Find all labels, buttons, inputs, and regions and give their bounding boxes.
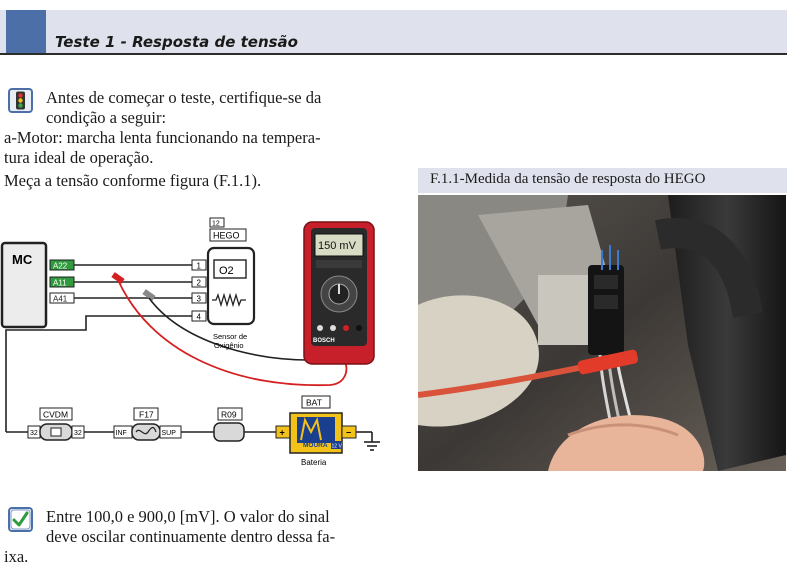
battery-plus: + — [279, 427, 285, 438]
sensor-symbol: O2 — [219, 265, 234, 277]
intro-line-2: condição a seguir: — [46, 108, 167, 127]
cvdm-pin-left: 32 — [30, 430, 38, 437]
ecu-label: MC — [12, 252, 33, 267]
ecu-pin-a22 — [50, 260, 74, 271]
result-line-3: ixa. — [4, 547, 29, 566]
battery-voltage: 12 V — [331, 443, 342, 450]
battery-minus: − — [346, 427, 352, 438]
result-line-2: deve oscilar continuamente dentro dessa fa- — [46, 527, 336, 546]
sensor-pin-label: 3 — [196, 294, 201, 304]
battery-brand: MOURA — [303, 442, 328, 449]
sensor-caption-2: Oxigênio — [214, 341, 244, 350]
check-icon — [8, 507, 33, 532]
intro-line-4: tura ideal de operação. — [4, 148, 154, 167]
intro-line-3: a-Motor: marcha lenta funcionando na tempera- — [4, 128, 321, 147]
fuse-pin-right: SUP — [161, 430, 176, 437]
ecu-pin-a41 — [50, 293, 74, 304]
engine-connector-photo — [418, 195, 786, 471]
multimeter — [304, 222, 374, 364]
relay-body — [214, 423, 244, 441]
result-line-1: Entre 100,0 e 900,0 [mV]. O valor do sinal — [46, 507, 330, 526]
sensor-tag: HEGO — [213, 230, 240, 241]
page-title: Teste 1 - Resposta de tensão — [55, 33, 298, 51]
header-rule — [0, 53, 787, 55]
relay-label: R09 — [221, 409, 237, 420]
pin-label: A11 — [53, 278, 67, 288]
pin-label: A22 — [53, 261, 68, 271]
ecu-pin-a11 — [50, 277, 74, 288]
pin-label: A41 — [53, 294, 68, 304]
battery-label: BAT — [306, 397, 322, 408]
cvdm-label: CVDM — [43, 409, 69, 420]
sensor-pin-label: 1 — [196, 261, 201, 271]
sensor-pin-label: 4 — [196, 312, 201, 322]
battery-caption: Bateria — [301, 458, 327, 467]
header-accent-square — [6, 10, 46, 53]
photo-caption: F.1.1-Medida da tensão de resposta do HEGO — [430, 171, 706, 187]
cvdm-pin-right: 32 — [74, 430, 82, 437]
sensor-code: 12 — [212, 220, 220, 228]
fuse-pin-left: INF — [115, 430, 127, 437]
intro-line-1: Antes de começar o teste, certifique-se da — [46, 88, 322, 107]
wiring-diagram — [0, 210, 395, 478]
sensor-pins — [192, 260, 206, 322]
traffic-light-icon — [8, 88, 33, 113]
meter-brand: BOSCH — [313, 338, 335, 344]
sensor-pin-label: 2 — [196, 278, 201, 288]
fuse-label: F17 — [139, 409, 154, 420]
meter-display: 150 mV — [318, 240, 356, 252]
ground-icon — [364, 442, 380, 450]
sensor-caption-1: Sensor de — [213, 332, 248, 341]
intro-line-5: Meça a tensão conforme figura (F.1.1). — [4, 171, 262, 190]
